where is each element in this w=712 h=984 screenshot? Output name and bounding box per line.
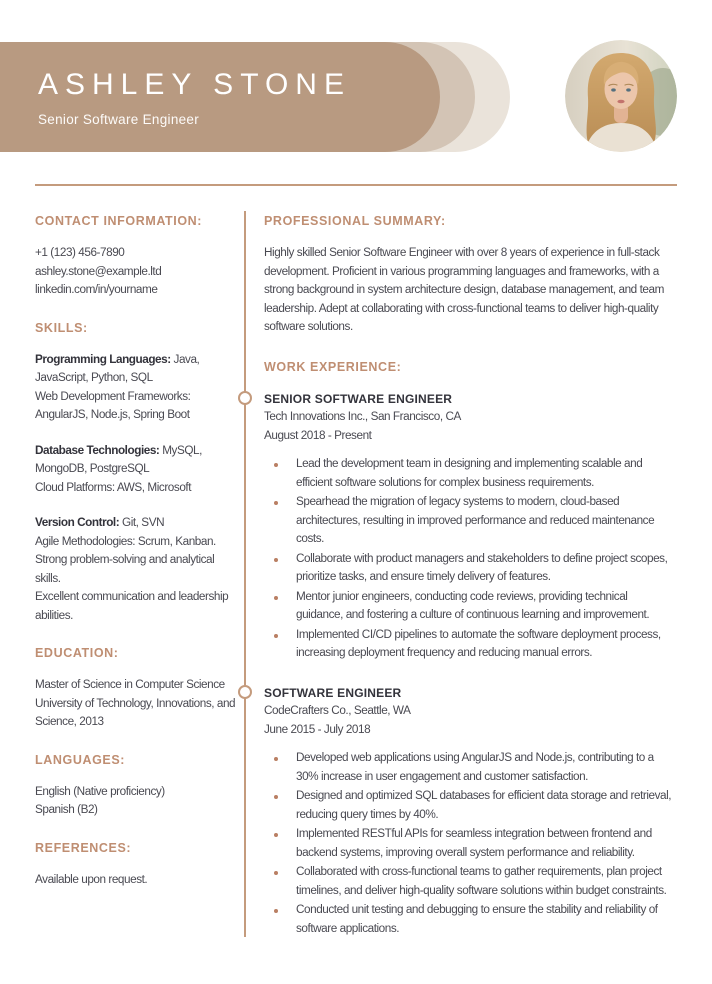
bullet-text: Spearhead the migration of legacy systems to modern, cloud-based architectures, resulting in improved performance and reduced maintenance costs. [296, 495, 655, 545]
references-heading: REFERENCES: [35, 840, 132, 855]
education-school: University of Technology, Innovations, and Science, 2013 [35, 696, 236, 728]
job-entry [264, 390, 677, 663]
main-column [237, 212, 677, 959]
languages-heading: LANGUAGES: [35, 752, 126, 767]
bullet-item [264, 550, 677, 587]
bullet-text: Mentor junior engineers, conducting code reviews, providing technical guidance, and fostering a culture of continuous learning and improvement. [296, 589, 650, 621]
references-note: Available upon request. [35, 872, 148, 886]
bullet-item [264, 455, 677, 492]
skill-group [35, 514, 237, 625]
summary-heading: PROFESSIONAL SUMMARY: [264, 214, 446, 228]
skill-value: Agile Methodologies: Scrum, Kanban. Strong problem-solving and analytical skills. [35, 534, 216, 585]
bullet-item [264, 787, 677, 824]
timeline-node-icon [238, 391, 252, 405]
job-dates: August 2018 - Present [264, 428, 372, 442]
bullet-item [264, 493, 677, 549]
job-title: SENIOR SOFTWARE ENGINEER [264, 391, 453, 406]
skill-label: Version Control: [35, 516, 120, 529]
bullet-item [264, 626, 677, 663]
experience-section [264, 358, 677, 939]
skills-heading: SKILLS: [35, 320, 88, 335]
skill-line [35, 588, 237, 625]
skill-line [35, 533, 237, 589]
bullet-dot-icon [274, 871, 278, 875]
header-divider [35, 184, 677, 186]
bullet-dot-icon [274, 463, 278, 467]
timeline-node-icon [238, 685, 252, 699]
job-company: Tech Innovations Inc., San Francisco, CA [264, 410, 461, 423]
bullet-text: Collaborate with product managers and stakeholders to define project scopes, prioritize tasks, and ensure timely delivery of features. [296, 551, 668, 583]
bullet-dot-icon [274, 757, 278, 761]
bullet-text: Lead the development team in designing and implementing scalable and efficient software solutions for complex business requirements. [296, 457, 643, 489]
skill-value: Excellent communication and leadership abilities. [35, 590, 229, 622]
resume-body [35, 212, 677, 959]
bullet-text: Designed and optimized SQL databases for efficient data storage and retrieval, reducing query times by 40%. [296, 789, 672, 821]
job-dates: June 2015 - July 2018 [264, 722, 371, 736]
bullet-dot-icon [274, 909, 278, 913]
bullet-item [264, 863, 677, 900]
summary-section [264, 212, 677, 337]
skill-line [35, 388, 237, 425]
phone-number: +1 (123) 456-7890 [35, 246, 125, 259]
bullet-item [264, 901, 677, 938]
sidebar [35, 212, 237, 959]
bullet-dot-icon [274, 634, 278, 638]
bullet-text: Conducted unit testing and debugging to ensure the stability and reliability of software applications. [296, 903, 658, 935]
education-heading: EDUCATION: [35, 646, 119, 660]
person-job-title: Senior Software Engineer [38, 112, 200, 127]
skill-line [35, 514, 237, 533]
skill-line [35, 479, 237, 498]
job-bullet-list [264, 455, 677, 663]
profile-photo-illustration [565, 40, 677, 152]
skill-group [35, 351, 237, 425]
bullet-text: Implemented RESTful APIs for seamless integration between frontend and backend systems, improving overall system performance and reliability. [296, 827, 652, 859]
skill-value: Git, SVN [119, 516, 165, 529]
languages-section [35, 751, 237, 820]
skill-value: Java, JavaScript, Python, SQL [35, 352, 200, 384]
bullet-dot-icon [274, 596, 278, 600]
job-title: SOFTWARE ENGINEER [264, 685, 402, 700]
skill-value: Cloud Platforms: AWS, Microsoft [35, 480, 192, 494]
job-bullet-list [264, 749, 677, 938]
contact-heading: CONTACT INFORMATION: [35, 214, 203, 228]
references-section [35, 839, 237, 890]
experience-heading: WORK EXPERIENCE: [264, 359, 402, 374]
skill-value: MySQL, MongoDB, PostgreSQL [35, 443, 202, 475]
education-section [35, 644, 237, 732]
bullet-text: Implemented CI/CD pipelines to automate the software deployment process, increasing deployment frequency and reducing manual errors. [296, 627, 661, 659]
skill-line [35, 442, 237, 479]
bullet-dot-icon [274, 558, 278, 562]
linkedin-url: linkedin.com/in/yourname [35, 283, 158, 296]
job-entry [264, 684, 677, 939]
person-name: ASHLEY STONE [38, 68, 351, 101]
language-item: English (Native proficiency) [35, 784, 165, 798]
language-item: Spanish (B2) [35, 803, 98, 816]
skill-line [35, 351, 237, 388]
bullet-text: Developed web applications using AngularJS and Node.js, contributing to a 30% increase in user engagement and customer satisfaction. [296, 751, 654, 783]
profile-photo [565, 40, 677, 152]
job-company: CodeCrafters Co., Seattle, WA [264, 704, 411, 717]
bullet-item [264, 588, 677, 625]
skill-label: Database Technologies: [35, 443, 160, 457]
bullet-dot-icon [274, 501, 278, 505]
contact-section [35, 212, 237, 300]
bullet-item [264, 825, 677, 862]
bullet-dot-icon [274, 795, 278, 799]
skill-group [35, 442, 237, 498]
bullet-text: Collaborated with cross-functional teams to gather requirements, plan project timelines, and deliver high-quality software solutions within budget constraints. [296, 865, 667, 897]
education-degree: Master of Science in Computer Science [35, 678, 225, 691]
bullet-dot-icon [274, 833, 278, 837]
skill-value: Web Development Frameworks: AngularJS, Node.js, Spring Boot [35, 389, 191, 421]
email-address: ashley.stone@example.ltd [35, 264, 162, 278]
bullet-item [264, 749, 677, 786]
summary-text: Highly skilled Senior Software Engineer with over 8 years of experience in full-stack development. Proficient in various programming languages and frameworks, with a strong background in system architecture design, database management, and team leadership. Adept at collaborating with cross-functional teams to deliver high-quality software solutions. [264, 246, 664, 333]
skill-label: Programming Languages: [35, 352, 171, 366]
skills-section [35, 319, 237, 626]
